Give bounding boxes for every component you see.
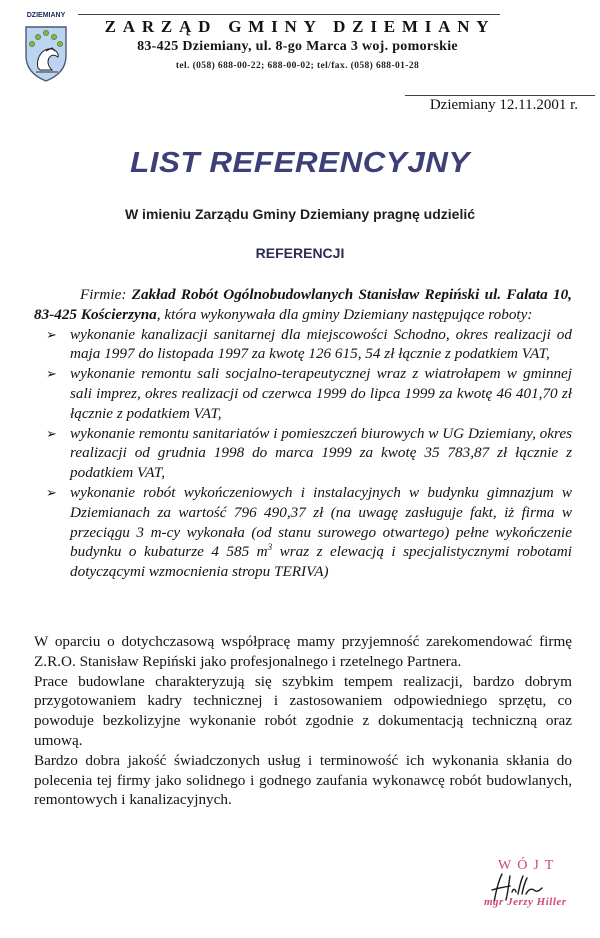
arrow-bullet-icon: ➢ [46,484,57,500]
arrow-bullet-icon: ➢ [46,425,57,441]
organization-phones: tel. (058) 688-00-22; 688-00-02; tel/fax. (058) 688-01-28 [175,61,420,71]
header-rule [78,14,500,15]
closing-section [34,632,572,810]
crest-shield-icon [24,24,68,82]
organization-name: ZARZĄD GMINY DZIEMIANY [104,17,496,36]
list-item [46,483,572,582]
intro-line: W imieniu Zarządu Gminy Dziemiany pragnę udzielić [124,206,476,222]
firm-company: Zakład Robót Ogólnobudowlanych Stanisław Repiński ul. Falata 10, 83-425 Kościerzyna [34,286,572,323]
document-date: Dziemiany 12.11.2001 r. [429,97,578,113]
reference-body [34,285,572,582]
arrow-bullet-icon: ➢ [46,366,57,382]
firm-paragraph [34,285,572,325]
list-item [46,424,572,483]
closing-paragraph: Bardzo dobra jakość świadczonych usług i terminowość ich wykonania skłania do polecenia tej firmy jako solidnego i godnego zaufania wykonawcę robót budowlanych, remontowych i kanalizacyjnych. [34,751,572,809]
works-list [34,325,572,582]
document-subtitle: REFERENCJI [255,245,345,261]
letterhead [0,0,600,90]
list-item [46,325,572,365]
work-text: wykonanie kanalizacji sanitarnej dla miejscowości Schodno, okres realizacji od maja 1997 do listopada 1997 za kwotę 126 615, 54 zł łącznie z podatkiem VAT, [70,325,572,363]
crest-label: DZIEMIANY [26,12,66,19]
coat-of-arms-icon [18,12,74,84]
firm-lead: Firmie: [80,286,132,303]
work-text: wykonanie remontu sali socjalno-terapeutycznej wraz z wiatrołapem w gminnej sali imprez, okres realizacji od czerwca 1999 do lipca 1999 za kwotę 46 401,70 zł łącznie z podatkiem VAT, [70,365,572,422]
stamp-name: mgr Jerzy Hiller [484,896,567,908]
work-text: wykonanie robót wykończeniowych i instalacyjnych w budynku gimnazjum w Dziemianach za wartość 796 490,37 zł (na uwagę zasługuje fakt, iż firma w przeciągu 3 m-cy wykonała (od stanu surowego otwartego) pełne wykończenie budynku o kubaturze 4 585 m [70,483,572,561]
closing-paragraph: W oparciu o dotychczasową współpracę mamy przyjemność zarekomendować firmę Z.R.O. Stanisław Repiński jako profesjonalnego i rzetelnego Partnera. [34,633,572,670]
cubic-superscript: 3 [267,542,273,553]
document-title: LIST REFERENCYJNY [130,147,470,179]
closing-paragraph: Prace budowlane charakteryzują się szybkim tempem realizacji, bardzo dobrym przygotowaniem kadry technicznej i zastosowaniem odpowiedniego sprzętu, co powoduje bezkolizyjne wykonanie robót zgodnie z dokumentacją techniczną oraz umową. [34,672,572,749]
official-stamp [480,858,590,918]
list-item [46,364,572,423]
work-text-continued: wraz z elewacją i specjalistycznymi robotami dotyczącymi wzmocnienia stropu TERIVA) [70,543,572,581]
stamp-title: WÓJT [498,858,560,873]
arrow-bullet-icon: ➢ [46,326,57,342]
work-text: wykonanie remontu sanitariatów i pomieszczeń biurowych w UG Dziemiany, okres realizacji od grudnia 1998 do marca 1999 za kwotę 35 783,87 zł łącznie z podatkiem VAT, [70,424,572,482]
organization-address: 83-425 Dziemiany, ul. 8-go Marca 3 woj. pomorskie [137,39,458,54]
firm-tail: , która wykonywała dla gminy Dziemiany następujące roboty: [156,305,533,323]
date-rule [405,95,595,96]
